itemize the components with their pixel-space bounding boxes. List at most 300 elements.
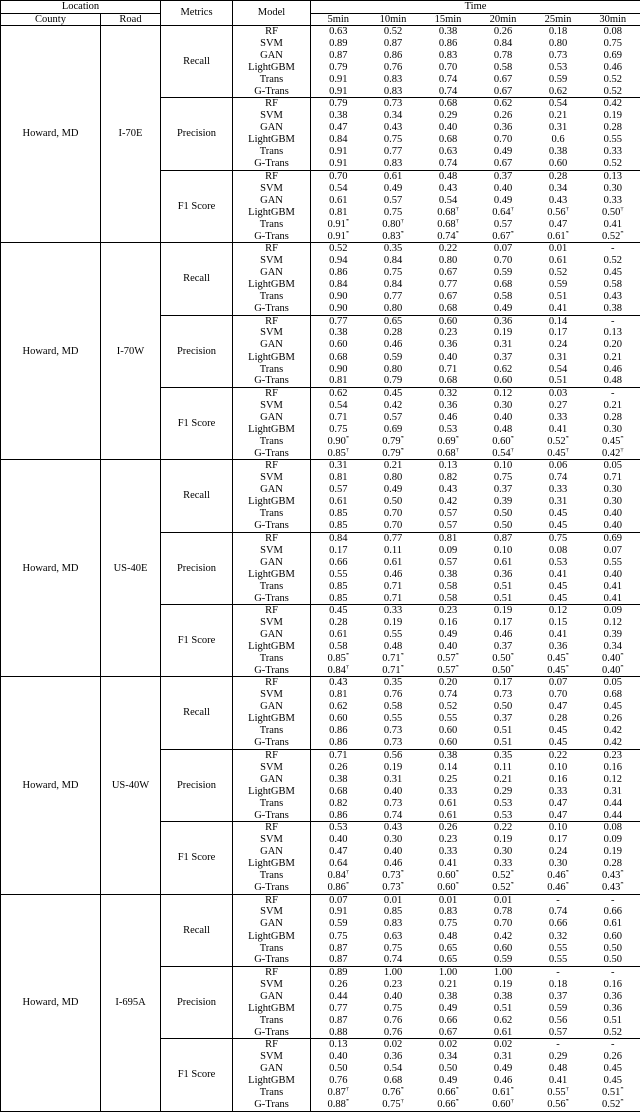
value-cell: 0.77 <box>366 532 421 544</box>
value-cell: 0.21 <box>548 110 568 122</box>
value-cell: 0.83 <box>383 74 403 86</box>
value-cell: 0.35 <box>366 677 421 689</box>
value-cell: 0.23 <box>586 749 640 761</box>
value-cell: 0.51 <box>493 725 513 737</box>
value-cell: 0.19 <box>476 605 531 617</box>
significance-marker: * <box>455 882 459 888</box>
value-cell: 0.17 <box>493 616 513 628</box>
value-cell: 0.76 <box>383 1026 403 1038</box>
value-cell: 0.52 <box>603 1026 622 1038</box>
value-cell: 0.48 <box>548 1063 568 1075</box>
value-cell: 0.10 <box>493 544 513 556</box>
value-cell: 0.75 <box>438 918 458 930</box>
value-cell: 0.87 <box>329 1014 348 1026</box>
model-cell: G-Trans <box>233 665 311 677</box>
value-cell: 0.38 <box>421 749 476 761</box>
value-cell: 0.84 <box>383 255 403 267</box>
significance-marker: * <box>400 1087 404 1093</box>
value-cell: 0.42 <box>438 496 458 508</box>
value-cell: 0.43 <box>548 194 568 206</box>
value-cell: 0.17 <box>548 327 568 339</box>
value-cell: 0.66 <box>548 918 568 930</box>
significance-marker: * <box>565 230 569 237</box>
table-row <box>1 243 640 255</box>
significance-marker: † <box>400 1099 404 1105</box>
value-cell: 0.19 <box>383 616 403 628</box>
value-cell: 0.22 <box>476 822 531 834</box>
value-cell: 0.77 <box>311 315 366 327</box>
value-cell: 0.83 <box>383 85 403 97</box>
value-cell: 0.09 <box>586 605 640 617</box>
value-cell: 0.01 <box>476 894 531 906</box>
value-cell: 0.18 <box>548 978 568 990</box>
value-cell: 0.07 <box>603 544 622 556</box>
model-cell: G-Trans <box>233 448 311 460</box>
value-cell: 0.45 <box>311 605 366 617</box>
value-cell: 0.45* <box>601 435 624 447</box>
model-cell: G-Trans <box>233 1027 311 1039</box>
value-cell: 0.21 <box>493 773 513 785</box>
model-cell: Trans <box>233 363 311 375</box>
value-cell: 0.59 <box>548 279 568 291</box>
value-cell: 0.41 <box>603 218 622 230</box>
value-cell: 0.52 <box>311 243 366 255</box>
value-cell: 0.71 <box>329 411 348 423</box>
value-cell: 0.74 <box>548 472 568 484</box>
value-cell: 0.57 <box>438 556 458 568</box>
value-cell: 0.49 <box>493 194 513 206</box>
value-cell: 0.90 <box>329 291 348 303</box>
significance-marker: † <box>345 664 350 671</box>
model-cell: LightGBM <box>233 134 311 146</box>
header-row-2 <box>1 13 640 26</box>
value-cell: 0.34 <box>383 110 403 122</box>
value-cell: 0.26 <box>329 978 348 990</box>
metric-cell: Precision <box>161 749 233 821</box>
value-cell: 0.67 <box>493 74 513 86</box>
road-cell: I-70W <box>101 243 161 460</box>
value-cell: 0.01 <box>366 894 421 906</box>
value-cell: 0.39 <box>603 628 622 640</box>
model-cell: LightGBM <box>233 279 311 291</box>
value-cell: 0.58 <box>603 279 622 291</box>
model-cell: GAN <box>233 122 311 134</box>
value-cell: 0.75 <box>493 472 513 484</box>
value-cell: 0.88 <box>329 1026 348 1038</box>
value-cell: 0.89 <box>329 37 348 49</box>
value-cell: 0.19 <box>383 761 403 773</box>
metric-cell: F1 Score <box>161 1039 233 1112</box>
value-cell: 0.02 <box>366 1039 421 1051</box>
value-cell: 0.61 <box>603 918 622 930</box>
value-cell: 0.58 <box>493 291 513 303</box>
header-time: Time <box>311 1 640 14</box>
value-cell: 0.74 <box>438 74 458 86</box>
value-cell: - <box>531 1039 586 1051</box>
value-cell: 0.88* <box>327 1099 350 1111</box>
model-cell: LightGBM <box>233 424 311 436</box>
value-cell: 0.46* <box>547 882 569 894</box>
value-cell: 0.75 <box>603 37 622 49</box>
value-cell: 0.33 <box>603 146 622 158</box>
model-cell: RF <box>233 387 311 399</box>
value-cell: 0.35 <box>476 749 531 761</box>
value-cell: 0.68 <box>493 279 513 291</box>
significance-marker: * <box>620 869 624 876</box>
model-cell: Trans <box>233 436 311 448</box>
value-cell: 0.61 <box>438 797 458 809</box>
value-cell: 0.66 <box>438 1014 458 1026</box>
value-cell: 0.17 <box>548 834 568 846</box>
value-cell: 0.40 <box>603 520 622 532</box>
model-cell: G-Trans <box>233 231 311 243</box>
value-cell: 0.32 <box>421 387 476 399</box>
significance-marker: * <box>565 435 569 442</box>
value-cell: 0.60 <box>329 339 348 351</box>
value-cell: 0.12 <box>476 387 531 399</box>
value-cell: 0.33 <box>548 785 568 797</box>
metric-cell: F1 Score <box>161 170 233 242</box>
value-cell: 0.17 <box>476 677 531 689</box>
value-cell: 0.29 <box>493 785 513 797</box>
value-cell: 0.74 <box>438 85 458 97</box>
value-cell: 0.20 <box>603 339 622 351</box>
value-cell: 0.12 <box>603 773 622 785</box>
county-cell: Howard, MD <box>1 26 101 243</box>
value-cell: 0.19 <box>603 110 622 122</box>
significance-marker: † <box>455 447 459 454</box>
value-cell: 0.37 <box>476 170 531 182</box>
value-cell: 0.28 <box>531 170 586 182</box>
value-cell: 0.73 <box>366 98 421 110</box>
model-cell: RF <box>233 1039 311 1051</box>
significance-marker: * <box>345 652 350 659</box>
value-cell: 0.83* <box>382 230 404 242</box>
metric-cell: Precision <box>161 98 233 170</box>
value-cell: 0.42 <box>603 737 622 749</box>
value-cell: 0.49 <box>383 182 403 194</box>
value-cell: 0.74 <box>383 954 403 966</box>
model-cell: RF <box>233 749 311 761</box>
value-cell: 0.52 <box>603 255 622 267</box>
significance-marker: † <box>620 206 624 213</box>
value-cell: 0.68† <box>437 206 459 218</box>
value-cell: 0.80† <box>382 218 404 230</box>
value-cell: 0.48 <box>493 423 513 435</box>
value-cell: 0.46 <box>383 858 403 870</box>
road-cell: US-40E <box>101 460 161 677</box>
value-cell: 0.59 <box>383 351 403 363</box>
value-cell: 0.43* <box>601 869 624 882</box>
value-cell: 0.44 <box>603 797 622 809</box>
value-cell: 0.61 <box>438 809 458 821</box>
value-cell: 0.28 <box>383 327 403 339</box>
significance-marker: † <box>510 206 514 213</box>
significance-marker: † <box>510 1099 514 1105</box>
value-cell: 0.42 <box>586 98 640 110</box>
value-cell: 0.30 <box>603 496 622 508</box>
value-cell: 0.50 <box>493 508 513 520</box>
value-cell: 0.44 <box>603 809 622 821</box>
value-cell: 0.36 <box>383 1051 403 1063</box>
value-cell: 0.52 <box>603 85 622 97</box>
value-cell: 0.87† <box>327 1087 350 1099</box>
value-cell: 0.76 <box>383 689 403 701</box>
significance-marker: * <box>400 230 404 237</box>
value-cell: 0.64 <box>329 858 348 870</box>
metric-cell: Recall <box>161 460 233 532</box>
value-cell: 0.30 <box>493 846 513 858</box>
value-cell: 0.49 <box>493 1063 513 1075</box>
significance-marker: * <box>455 652 459 659</box>
value-cell: 0.81 <box>329 206 348 218</box>
value-cell: 0.78 <box>493 906 513 918</box>
value-cell: 0.51 <box>493 580 513 592</box>
metric-cell: Recall <box>161 677 233 749</box>
value-cell: 0.85 <box>329 520 348 532</box>
value-cell: 0.24 <box>548 846 568 858</box>
significance-marker: * <box>565 869 569 876</box>
metric-cell: Recall <box>161 243 233 315</box>
value-cell: 0.34 <box>548 182 568 194</box>
value-cell: 0.52* <box>601 1099 624 1111</box>
table-row <box>1 677 640 689</box>
value-cell: 0.42 <box>493 930 513 942</box>
value-cell: 0.26 <box>603 713 622 725</box>
significance-marker: * <box>510 1087 514 1093</box>
value-cell: - <box>586 966 640 978</box>
table-row <box>1 894 640 906</box>
value-cell: 0.62 <box>476 98 531 110</box>
value-cell: 0.79 <box>383 375 403 387</box>
value-cell: 0.57 <box>493 218 513 230</box>
value-cell: 0.73 <box>383 737 403 749</box>
value-cell: 0.6 <box>551 134 565 146</box>
value-cell: 0.51 <box>493 737 513 749</box>
value-cell: 0.59 <box>548 74 568 86</box>
value-cell: 0.07 <box>476 243 531 255</box>
value-cell: 0.79 <box>329 62 348 74</box>
value-cell: 0.45 <box>548 520 568 532</box>
significance-marker: * <box>620 664 624 671</box>
significance-marker: * <box>345 230 350 237</box>
value-cell: 0.46 <box>383 568 403 580</box>
value-cell: 0.40 <box>329 834 348 846</box>
value-cell: 0.59 <box>329 918 348 930</box>
value-cell: 0.70 <box>548 689 568 701</box>
significance-marker: † <box>455 218 459 225</box>
value-cell: 0.21 <box>603 351 622 363</box>
value-cell: 0.53 <box>311 822 366 834</box>
model-cell: SVM <box>233 906 311 918</box>
county-cell: Howard, MD <box>1 460 101 677</box>
value-cell: 0.43* <box>601 882 624 894</box>
value-cell: 0.51 <box>493 592 513 604</box>
value-cell: 0.48 <box>438 930 458 942</box>
value-cell: 0.94 <box>329 255 348 267</box>
model-cell: RF <box>233 243 311 255</box>
value-cell: 0.61 <box>548 255 568 267</box>
value-cell: 0.81 <box>421 532 476 544</box>
value-cell: 0.09 <box>438 544 458 556</box>
value-cell: 0.69 <box>383 423 403 435</box>
value-cell: 0.36 <box>548 641 568 653</box>
value-cell: 0.60 <box>493 375 513 387</box>
value-cell: 0.45 <box>548 592 568 604</box>
value-cell: 0.05 <box>586 677 640 689</box>
value-cell: 0.30 <box>493 399 513 411</box>
value-cell: 0.36 <box>493 122 513 134</box>
header-model: Model <box>233 1 311 26</box>
significance-marker: * <box>400 882 404 888</box>
significance-marker: * <box>345 218 350 225</box>
value-cell: 0.40 <box>438 351 458 363</box>
model-cell: Trans <box>233 291 311 303</box>
value-cell: 0.24 <box>548 339 568 351</box>
value-cell: 0.79* <box>382 447 404 459</box>
value-cell: 0.46 <box>383 339 403 351</box>
table-row <box>1 460 640 472</box>
value-cell: 0.91 <box>329 146 348 158</box>
value-cell: 0.33 <box>438 785 458 797</box>
significance-marker: * <box>510 435 514 442</box>
value-cell: 0.90* <box>327 435 350 447</box>
model-cell: RF <box>233 605 311 617</box>
significance-marker: * <box>455 1087 459 1093</box>
value-cell: 0.26 <box>329 761 348 773</box>
road-cell: I-70E <box>101 26 161 243</box>
value-cell: 0.50 <box>438 1063 458 1075</box>
value-cell: 0.43 <box>603 291 622 303</box>
value-cell: 0.36 <box>476 315 531 327</box>
value-cell: 0.47 <box>329 122 348 134</box>
significance-marker: † <box>620 447 624 454</box>
model-cell: SVM <box>233 834 311 846</box>
significance-marker: * <box>620 1099 624 1105</box>
value-cell: 0.38 <box>438 990 458 1002</box>
value-cell: 0.19 <box>603 846 622 858</box>
value-cell: 0.51 <box>548 291 568 303</box>
value-cell: 0.17 <box>329 544 348 556</box>
value-cell: 0.56 <box>548 1014 568 1026</box>
value-cell: 0.57 <box>438 520 458 532</box>
value-cell: 0.63 <box>383 930 403 942</box>
value-cell: 0.50* <box>492 664 514 676</box>
model-cell: LightGBM <box>233 568 311 580</box>
significance-marker: * <box>510 652 514 659</box>
value-cell: 0.55 <box>438 713 458 725</box>
value-cell: 0.40 <box>329 1051 348 1063</box>
value-cell: - <box>531 894 586 906</box>
value-cell: 0.68 <box>603 689 622 701</box>
value-cell: 0.40 <box>603 508 622 520</box>
value-cell: 0.19 <box>493 978 513 990</box>
value-cell: 0.51 <box>603 1014 622 1026</box>
value-cell: 0.80 <box>438 255 458 267</box>
value-cell: 0.10 <box>531 822 586 834</box>
value-cell: 0.80 <box>383 363 403 375</box>
value-cell: 0.08 <box>603 26 622 38</box>
value-cell: 0.71 <box>438 363 458 375</box>
value-cell: 0.33 <box>366 605 421 617</box>
value-cell: 0.58 <box>383 701 403 713</box>
model-cell: SVM <box>233 472 311 484</box>
value-cell: 0.74 <box>548 906 568 918</box>
value-cell: 0.38 <box>548 146 568 158</box>
value-cell: 0.37 <box>493 351 513 363</box>
value-cell: 0.77 <box>383 291 403 303</box>
value-cell: 0.38 <box>329 110 348 122</box>
value-cell: 0.16 <box>438 616 458 628</box>
value-cell: 0.90 <box>329 363 348 375</box>
significance-marker: † <box>565 1087 569 1093</box>
value-cell: 0.69 <box>603 49 622 61</box>
value-cell: 0.45* <box>547 664 569 676</box>
value-cell: 0.55 <box>383 628 403 640</box>
value-cell: 0.66 <box>603 906 622 918</box>
value-cell: 0.74 <box>438 689 458 701</box>
value-cell: 0.49 <box>438 628 458 640</box>
value-cell: 0.02 <box>476 1039 531 1051</box>
value-cell: 0.70 <box>311 170 366 182</box>
value-cell: 0.52 <box>383 26 403 38</box>
value-cell: 0.57* <box>437 652 459 665</box>
model-cell: G-Trans <box>233 375 311 387</box>
significance-marker: * <box>345 1099 350 1105</box>
model-cell: G-Trans <box>233 1099 311 1111</box>
value-cell: 0.61* <box>492 1087 514 1099</box>
value-cell: 0.49 <box>493 303 513 315</box>
model-cell: GAN <box>233 701 311 713</box>
value-cell: 0.52 <box>548 267 568 279</box>
significance-marker: * <box>565 882 569 888</box>
significance-marker: * <box>455 1099 459 1105</box>
model-cell: Trans <box>233 74 311 86</box>
value-cell: - <box>586 387 640 399</box>
value-cell: 0.61 <box>493 556 513 568</box>
value-cell: 0.37 <box>493 641 513 653</box>
value-cell: 0.41 <box>603 592 622 604</box>
value-cell: 0.86 <box>329 725 348 737</box>
significance-marker: * <box>510 230 514 237</box>
value-cell: 0.60 <box>548 158 568 170</box>
model-cell: Trans <box>233 1087 311 1099</box>
value-cell: 0.63 <box>438 146 458 158</box>
value-cell: 0.13 <box>311 1039 366 1051</box>
value-cell: 0.86 <box>329 267 348 279</box>
value-cell: 0.73 <box>383 797 403 809</box>
value-cell: 0.84 <box>311 532 366 544</box>
model-cell: Trans <box>233 1015 311 1027</box>
model-cell: GAN <box>233 1063 311 1075</box>
value-cell: 0.68 <box>438 375 458 387</box>
value-cell: 0.51 <box>493 1002 513 1014</box>
value-cell: 0.46 <box>493 628 513 640</box>
value-cell: 0.50† <box>601 206 624 218</box>
value-cell: 0.70 <box>493 918 513 930</box>
value-cell: 0.45 <box>603 267 622 279</box>
significance-marker: * <box>620 230 624 237</box>
model-cell: RF <box>233 315 311 327</box>
value-cell: 0.65 <box>438 954 458 966</box>
value-cell: 0.60* <box>437 869 459 882</box>
significance-marker: * <box>455 435 459 442</box>
model-cell: GAN <box>233 412 311 424</box>
value-cell: 0.62 <box>329 701 348 713</box>
significance-marker: † <box>345 1087 350 1093</box>
value-cell: 0.67 <box>438 267 458 279</box>
value-cell: 0.73 <box>548 49 568 61</box>
